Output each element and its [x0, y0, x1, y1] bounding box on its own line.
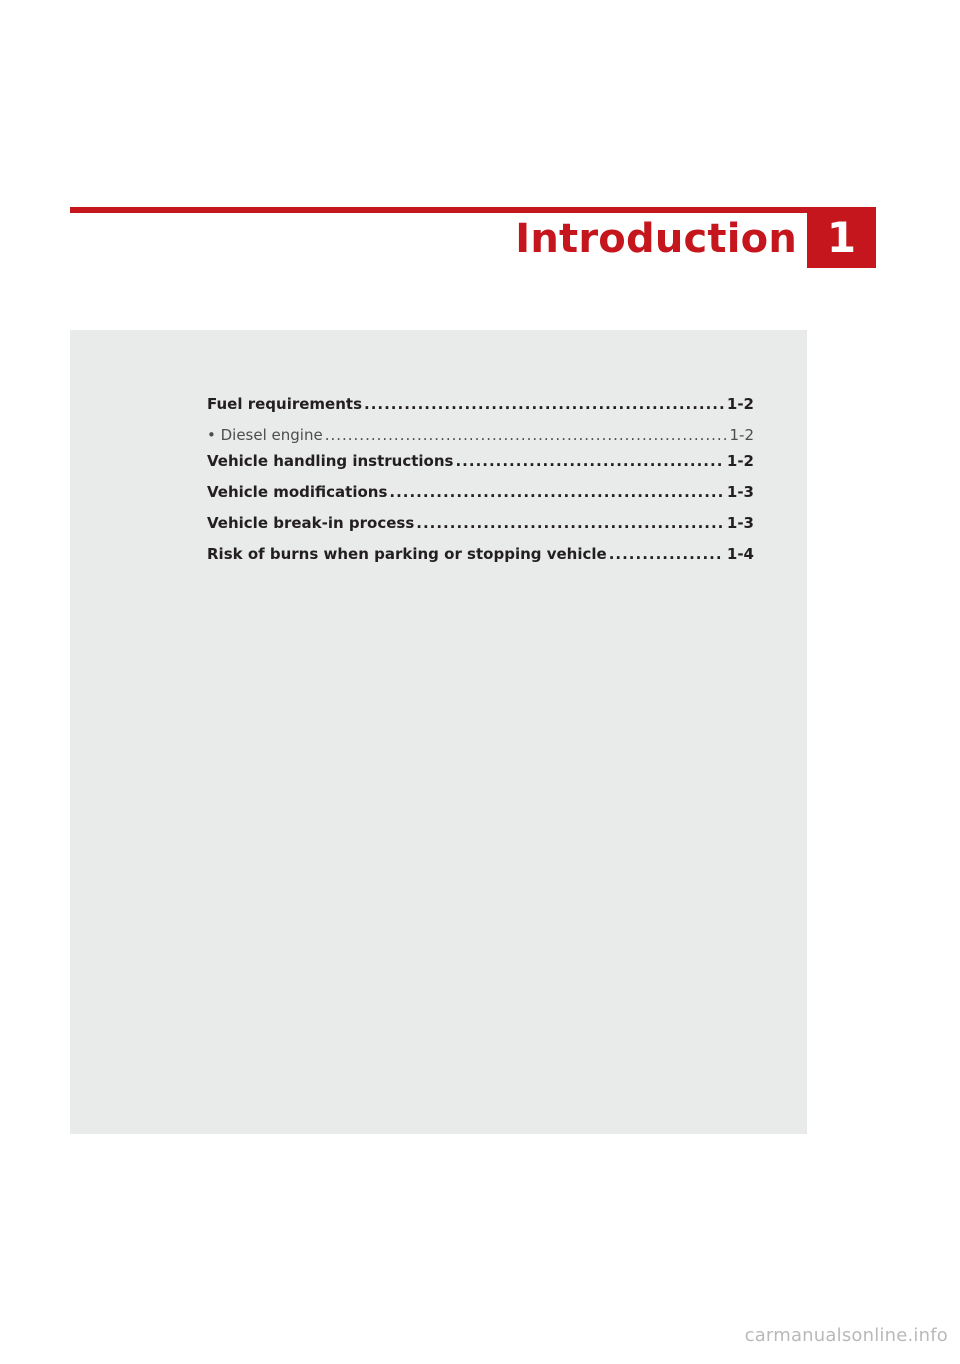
toc-dot-leader	[455, 452, 723, 470]
toc-entry-diesel-engine[interactable]	[207, 426, 754, 452]
toc-entry-label: Risk of burns when parking or stopping vehicle	[207, 545, 607, 563]
toc-entry-label: • Diesel engine	[207, 426, 323, 444]
toc-entry-vehicle-modifications[interactable]	[207, 483, 754, 509]
toc-entry-label: Vehicle modifications	[207, 483, 388, 501]
toc-entry-page: 1-2	[729, 426, 754, 444]
toc-dot-leader	[364, 395, 724, 413]
toc-entry-page: 1-2	[726, 395, 754, 413]
toc-entry-risk-of-burns[interactable]	[207, 545, 754, 571]
toc-dot-leader	[325, 426, 727, 444]
toc-entry-page: 1-3	[726, 514, 754, 532]
site-watermark: carmanualsonline.info	[744, 1325, 948, 1346]
toc-entry-vehicle-handling[interactable]	[207, 452, 754, 478]
chapter-number-tab: 1	[807, 207, 876, 268]
table-of-contents-panel	[70, 330, 807, 1134]
chapter-title: Introduction	[515, 216, 797, 262]
toc-entry-label: Vehicle handling instructions	[207, 452, 454, 470]
toc-entry-page: 1-3	[726, 483, 754, 501]
toc-dot-leader	[389, 483, 724, 501]
toc-entry-label: Vehicle break-in process	[207, 514, 415, 532]
toc-dot-leader	[609, 545, 724, 563]
toc-entry-label: Fuel requirements	[207, 395, 362, 413]
toc-entry-page: 1-2	[726, 452, 754, 470]
toc-entry-fuel-requirements[interactable]	[207, 395, 754, 421]
toc-dot-leader	[416, 514, 724, 532]
table-of-contents	[207, 395, 754, 571]
toc-entry-page: 1-4	[726, 545, 754, 563]
toc-entry-break-in-process[interactable]	[207, 514, 754, 540]
